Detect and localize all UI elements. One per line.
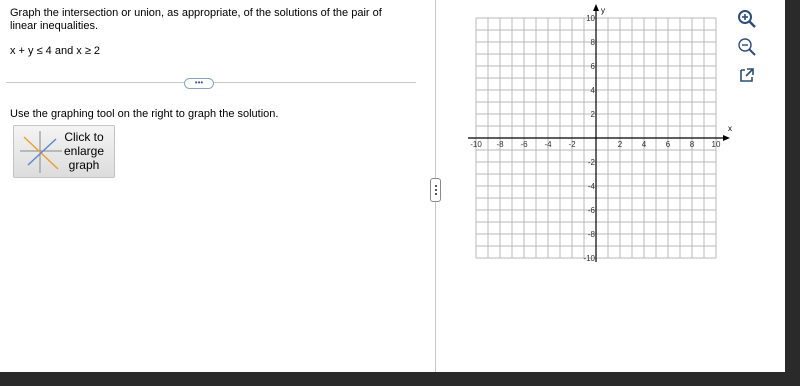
x-tick-label: -6 (520, 140, 528, 149)
y-tick-label: 8 (590, 38, 595, 47)
enlarge-graph-label: Click to enlarge graph (63, 130, 105, 172)
y-tick-label: 6 (590, 62, 595, 71)
zoom-out-button[interactable] (736, 36, 758, 58)
y-tick-label: 10 (586, 14, 595, 23)
x-tick-label: -4 (544, 140, 552, 149)
instructions-text: Use the graphing tool on the right to graph the solution. (10, 108, 279, 120)
x-tick-label: 2 (617, 140, 623, 149)
y-tick-label: 4 (590, 86, 595, 95)
x-tick-label: -8 (496, 140, 504, 149)
x-tick-label: 8 (689, 140, 695, 149)
x-axis-label: x (728, 124, 732, 133)
popout-icon (736, 64, 758, 86)
enlarge-graph-button[interactable] (13, 125, 115, 178)
x-tick-label: -10 (470, 140, 482, 149)
zoom-in-button[interactable] (736, 8, 758, 30)
y-axis-label: y (601, 6, 605, 15)
y-tick-label: 2 (590, 110, 595, 119)
y-tick-label: -4 (587, 182, 595, 191)
x-tick-label: 4 (641, 140, 647, 149)
y-tick-label: -10 (583, 254, 595, 263)
zoom-out-icon (736, 36, 758, 58)
popout-button[interactable] (736, 64, 758, 86)
y-tick-label: -6 (587, 206, 595, 215)
x-tick-label: 6 (665, 140, 671, 149)
y-tick-label: -2 (587, 158, 595, 167)
graph-toolbar (736, 8, 760, 92)
x-axis-arrow (723, 135, 730, 141)
y-axis-arrow (593, 4, 599, 11)
show-more-button[interactable]: ••• (184, 78, 214, 89)
graph-thumbnail-icon (20, 131, 62, 173)
coordinate-graph[interactable] (440, 0, 740, 280)
question-text: Graph the intersection or union, as appropriate, of the solutions of the pair of linear inequalities. (10, 7, 382, 32)
inequalities-text: x + y ≤ 4 and x ≥ 2 (10, 45, 101, 57)
zoom-in-icon (736, 8, 758, 30)
x-tick-label: 10 (711, 140, 721, 149)
y-tick-label: -8 (587, 230, 595, 239)
x-tick-label: -2 (568, 140, 576, 149)
